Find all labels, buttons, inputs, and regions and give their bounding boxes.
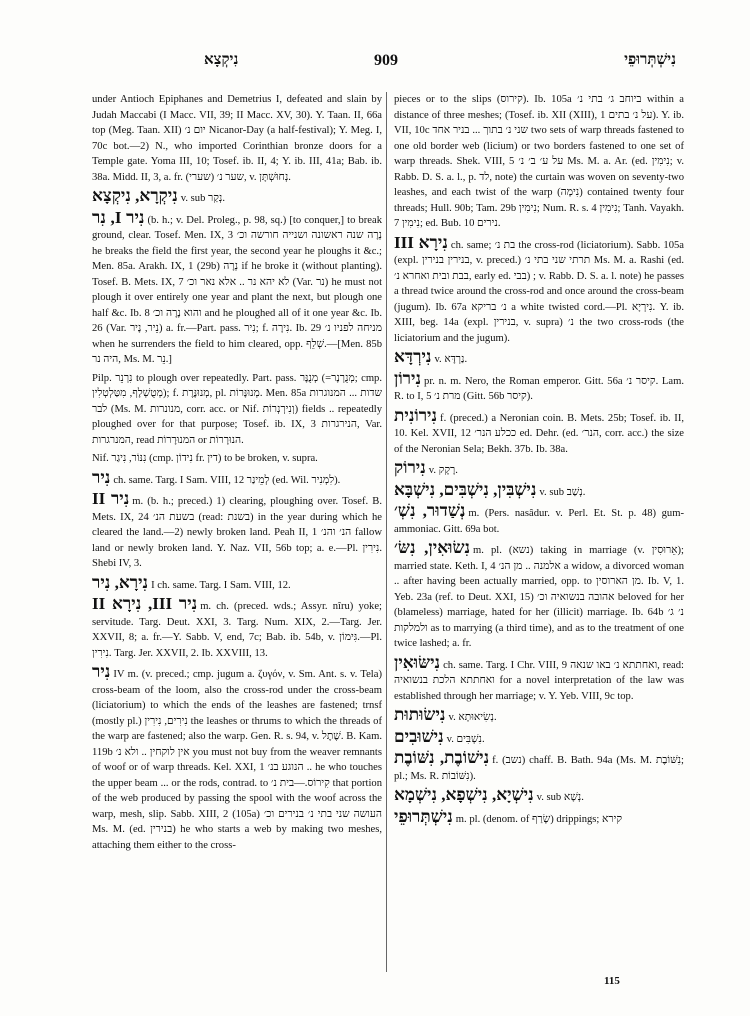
entry-text: IV m. (v. preced.; cmp. jugum a. ζυγόν, v. Sm. Ant. s. v. Tela) cross-beam of the loom, also the cross-rod under the cross-beam (liciatorium) to which the ends of the leashes are fastened; trnsf (mostly pl.) נִירִים, נִירִין the leashes or thrums to which the threads of the warp are fastened; also the warp. Gen. R. s. 94, v. שֶׁתֶל. B. Kam. 119b אין לוקחין .. ולא נ׳ you must not buy from the weaver remnants of woof or of warp threads. Kel. XXI, 1 הנוגע בנ׳ .. he who touches the upper beam ... or the rods, contrad. to קִירוֹס.—בית נ׳ that portion of the web produced by passing the spool with the woof across the warp, mesh, slip. Sabb. XIII, 2 (105a) העושה שני בתי נ׳ בנירים וכ׳ Ms. M. (ed. בנירין) he who starts a web by making two meshes, attaching them either to the cross- <box>92 669 383 851</box>
dictionary-entry <box>92 371 382 449</box>
dictionary-entry <box>394 405 684 458</box>
entry-headword: נִיקְרָא, נִיקְצָא <box>92 186 178 205</box>
dictionary-entry <box>92 572 382 594</box>
entry-headword: נִיר III, נִירָא II <box>92 594 198 613</box>
entry-text: v. נִשְׁבִּים. <box>446 733 485 745</box>
entry-headword: נִישׁוּבִים <box>394 726 444 746</box>
entry-text: v. sub נְקַר. <box>180 193 226 204</box>
entry-text: m. (b. h.; preced.) 1) clearing, ploughing over. Tosef. B. Mets. IX, 24 בשעת הנ׳ (read: בשנת) in the year during which he cleared the land.—2) newly broken land. Peah II, 1 הנ׳ והנ׳ fallow land or newly broken land. Y. Naz. VII, 56b top; a. e.—Pl. נִירִין. Shebi IV, 3. <box>92 496 382 569</box>
entry-text: v. sub נְשַׁב. <box>539 486 586 498</box>
dictionary-entry <box>394 503 684 537</box>
entry-text: f. (preced.) a Neronian coin. B. Mets. 25b; Tosef. ib. II, 10. Kel. XVII, 12 ככלע הנר׳ ed. Dehr. (ed. הנר׳, corr. acc.) the size of the Neronian Sela; Bekh. 37b. Ib. 38a. <box>394 412 684 455</box>
entry-text: v. רָקָק. <box>428 465 458 476</box>
entry-text: pr. n. m. Nero, the Roman emperor. Gitt. 56a קיסר נ׳. Lam. R. to I, 5 מרת נ׳ (Gitt. 56b קיסר). <box>394 375 684 402</box>
entry-headword: נִירוֹק <box>394 458 426 477</box>
entry-headword: נִירְדָּא <box>394 347 432 366</box>
entry-text: I ch. same. Targ. I Sam. VIII, 12. <box>151 579 291 591</box>
header-left-catchword: נִיקְצָא <box>204 52 239 68</box>
dictionary-entry <box>394 806 684 828</box>
entry-text: (b. h.; v. Del. Proleg., p. 98, sq.) [to conquer,] to break ground, clear. Tosef. Men. IX, 3 נְרָה שנה ראשונה ושנייה חורשה וכ׳ he breaks the field the first year, the second year he ploughs it &c.; Men. 85a. Arakh. IX, 1 (29b) נְרָה if he broke it (without planting). Tosef. B. Mets. IX, 7 לא יהא נר .. אלא נאר וכ׳ (Var. נר) he must not plough it over entirely one year and plant the next, but plough one half &c. Ib. 8 והוא נָרָה וכ׳ and he ploughed all of it one year &c. Ib. 26 (Var. נֵיר, נָיר) a. fr.—Part. pass. נִיר; f. נִירָה. Ib. 29 מניחה לפניו נ׳ when he surrenders the field to him cleared, opp. שְׁלֵף.—[Men. 85b היה נר, Ms. M. נֵר.] <box>92 214 383 365</box>
entry-headword: נִיר II <box>92 489 130 508</box>
dictionary-entry <box>394 92 684 232</box>
dictionary-entry <box>92 188 382 207</box>
dictionary-entry <box>394 707 684 726</box>
dictionary-entry <box>394 540 684 652</box>
dictionary-entry <box>92 467 382 489</box>
entry-text: m. (Pers. nasâdur. v. Perl. Et. St. p. 48) gum-ammoniac. Gitt. 69a bot. <box>394 508 684 535</box>
entry-headword: נִירוֹן <box>394 368 422 388</box>
entry-text: m. pl. (denom. of שָׂרַף) drippings; קירא <box>455 813 623 825</box>
dictionary-entry <box>394 652 684 705</box>
dictionary-entry <box>92 451 382 467</box>
left-column <box>92 92 382 856</box>
entry-text: v. sub נְשָׁא. <box>536 792 584 803</box>
entry-headword: נִירָא III <box>394 232 448 252</box>
entry-text: f. (נשב) chaff. B. Bath. 94a (Ms. M. נִשּׁוֹבֶת; pl.; Ms. R. נִשּׁוֹבוֹת). <box>394 755 684 782</box>
entry-headword: נִישְׁתְּרוּפֵי <box>394 806 453 826</box>
dictionary-entry <box>394 726 684 748</box>
entry-text: ch. same. Targ. I Chr. VIII, 9 ואחתתא נ׳ באו שנאה, read: ואחתתא הלכת בנשואיה for a novel interpretation of the law was established through her marriage; v. Y. Yeb. VIII, 9c top. <box>394 659 684 702</box>
entry-text: pieces or to the slips (קירוס). Ib. 105a ביוחב ג׳ בתי נ׳ within a distance of three meshes; (Tosef. ib. XII (XIII), 1 על נ׳ בתים). Y. ib. VII, 10c שני נ׳ בתוך ... בניר אחד two sets of warp threads fastened to one old border web (licium) or two borders fastened to one set of warp threads. Shek. VIII, 5 על ע׳ ב׳ נ׳ Ms. M. a. Ar. (ed. נִימִין; v. Rabb. D. S. a. l., p. לד, note) the curtain was woven on seventy-two leashes, and each twist of the warp (נִימָה) contained twenty four threads; Hull. 90b; Tam. 29b נִימִין; Num. R. s. 4 נִימִין; Tanh. Vayakh. 7 נִימִין; ed. Bub. 10 נירים. <box>394 94 685 229</box>
entry-headword: נִשׂוּאִין, נִשּׂ׳ <box>394 538 471 557</box>
dictionary-entry <box>394 232 684 347</box>
dictionary-entry <box>92 664 382 853</box>
entry-text: v. נְשִׂיאוּתָא. <box>448 712 497 723</box>
signature-number: 115 <box>604 975 620 987</box>
entry-headword: נִיר I, נִר <box>92 207 145 227</box>
entry-headword: נִיר <box>92 467 111 487</box>
entry-text: Nif. נִנּוֹר, נִיגַר (cmp. נִידוֹן fr. דין) to be broken, v. supra. <box>92 453 318 464</box>
column-divider <box>386 92 387 972</box>
page-header <box>92 52 676 74</box>
entry-headword: נִישּׂוּאִין <box>394 652 441 672</box>
entry-text: ch. same; בת נ׳ the cross-rod (liciatorium). Sabb. 105a (expl. בנירין בנירין, v. preced.) תרתי שני בתי נ׳ Ms. M. a. Rashi (ed. בבת ובית ואחרא נ׳, early ed. בבי) ; v. Rabb. D. S. a. l. note) he passes a thread twice around the cross-rod and once around the cross-beam (jugum). Ib. 67a נ׳ בריקא a white twisted cord.—Pl. נִירְיָא. Y. ib. XIII, beg. 14a (expl. בנירין, v. supra) נ׳ the two cross-rods (the liciatorium and the jugum). <box>394 239 684 344</box>
entry-text: under Antioch Epiphanes and Demetrius I, defeated and slain by Judah Maccabi (I Macc. VII, 39; II Macc. XV, 30). Y. Taan. II, 66a top (Meg. Taan. XII) יום נ׳ Nicanor-Day (a half-festival); Y. Meg. I, 70c bot.—2) N., who imported Corinthian bronze doors for a Temple gate. Yoma III, 10; Tosef. ib. II, 4; Y. ib. III, 41a; Bab. ib. 38a. Midd. II, 3, a. fr. שער נ׳ (שערי), v. נְחוּשְׁתָּן. <box>92 94 383 183</box>
dictionary-entry <box>394 368 684 405</box>
dictionary-entry <box>394 479 684 501</box>
header-right-catchword: נִישְׁתְּרוּפֵי <box>624 52 676 68</box>
dictionary-entry <box>92 491 382 572</box>
dictionary-entry <box>394 460 684 479</box>
entry-text: Pilp. נִרְנֵר to plough over repeatedly. Part. pass. מְנֻנָּר (=מְנֻרְנָר; cmp. מְטֻשְׁלָף, מִטַּלְטְלִין); f. מְנוּנֶּרֶת, pl. מְנוּנָּרוֹת. Men. 85a שדות ... המנוגרות לבר (Ms. M. מנונרות, corr. acc. or Nif. וְנִירְנְרוֹת) fields .. repeatedly ploughed over for that purpose; Tosef. ib. IX, 3 הנירגרות, Var. המנרגרות, read המנוּרָרוֹת or הנוּרָרוֹת. <box>92 372 383 446</box>
dictionary-entry <box>394 349 684 368</box>
page-number: 909 <box>374 52 398 69</box>
dictionary-entry <box>394 787 684 806</box>
dictionary-entry <box>92 207 383 368</box>
entry-headword: נִישְׁבִּין, נִישְׁבִּים, נִישְׁבָּא <box>394 479 537 499</box>
entry-headword: נִישׂוּתוּת <box>394 705 446 724</box>
entry-headword: נִירוֹנִית <box>394 405 438 425</box>
dictionary-entry <box>92 92 382 185</box>
entry-text: ch. same. Targ. I Sam. VIII, 12 לְמֵינַר (ed. Wil. לִמְנִיר). <box>113 474 341 486</box>
entry-headword: נְשַׁדוּר, נִשְׁ׳ <box>394 501 466 520</box>
right-column <box>394 92 684 830</box>
entry-headword: נִישְׁיָא, נִישְׁפָא, נִישְׁמָא <box>394 785 534 804</box>
entry-text: m. pl. (נשא) taking in marriage (v. אֵרוּסִין); married state. Keth. I, 4 אלמנה .. מן הנ׳ a widow, a divorced woman .. after having been actually married, opp. to מן הארוסין. Ib. V, 1. Yeb. 23a (ref. to Deut. XXI, 15) אהובה בנשואיה וכ׳ beloved for her (blameless) marriage, hated for her (illicit) marriage. Ib. 64b נ׳ ג׳ ולמלקות as to marrying (a third time), and as to the treatment of one twice lashed; a. fr. <box>394 545 685 649</box>
dictionary-entry <box>92 596 382 661</box>
dictionary-entry <box>394 750 684 784</box>
entry-headword: נִיר <box>92 662 111 681</box>
entry-text: v. נַרְדָּא. <box>434 354 468 365</box>
entry-text: m. ch. (preced. wds.; Assyr. nîru) yoke; servitude. Targ. Deut. XXI, 3. Targ. Num. XIX, 2.—Targ. Jer. XXVII, 8; a. fr.—Y. Sabb. V, end, 7c; Bab. ib. 54b, v. גִּימוֹן.—Pl. נִירִין. Targ. Jer. XXVII, 2. Ib. XXVIII, 13. <box>92 601 382 659</box>
entry-headword: נִירָא, נִיר <box>92 572 149 592</box>
entry-headword: נִישׁוֹבֶת, נִשּׁוֹבֶת <box>394 748 490 767</box>
